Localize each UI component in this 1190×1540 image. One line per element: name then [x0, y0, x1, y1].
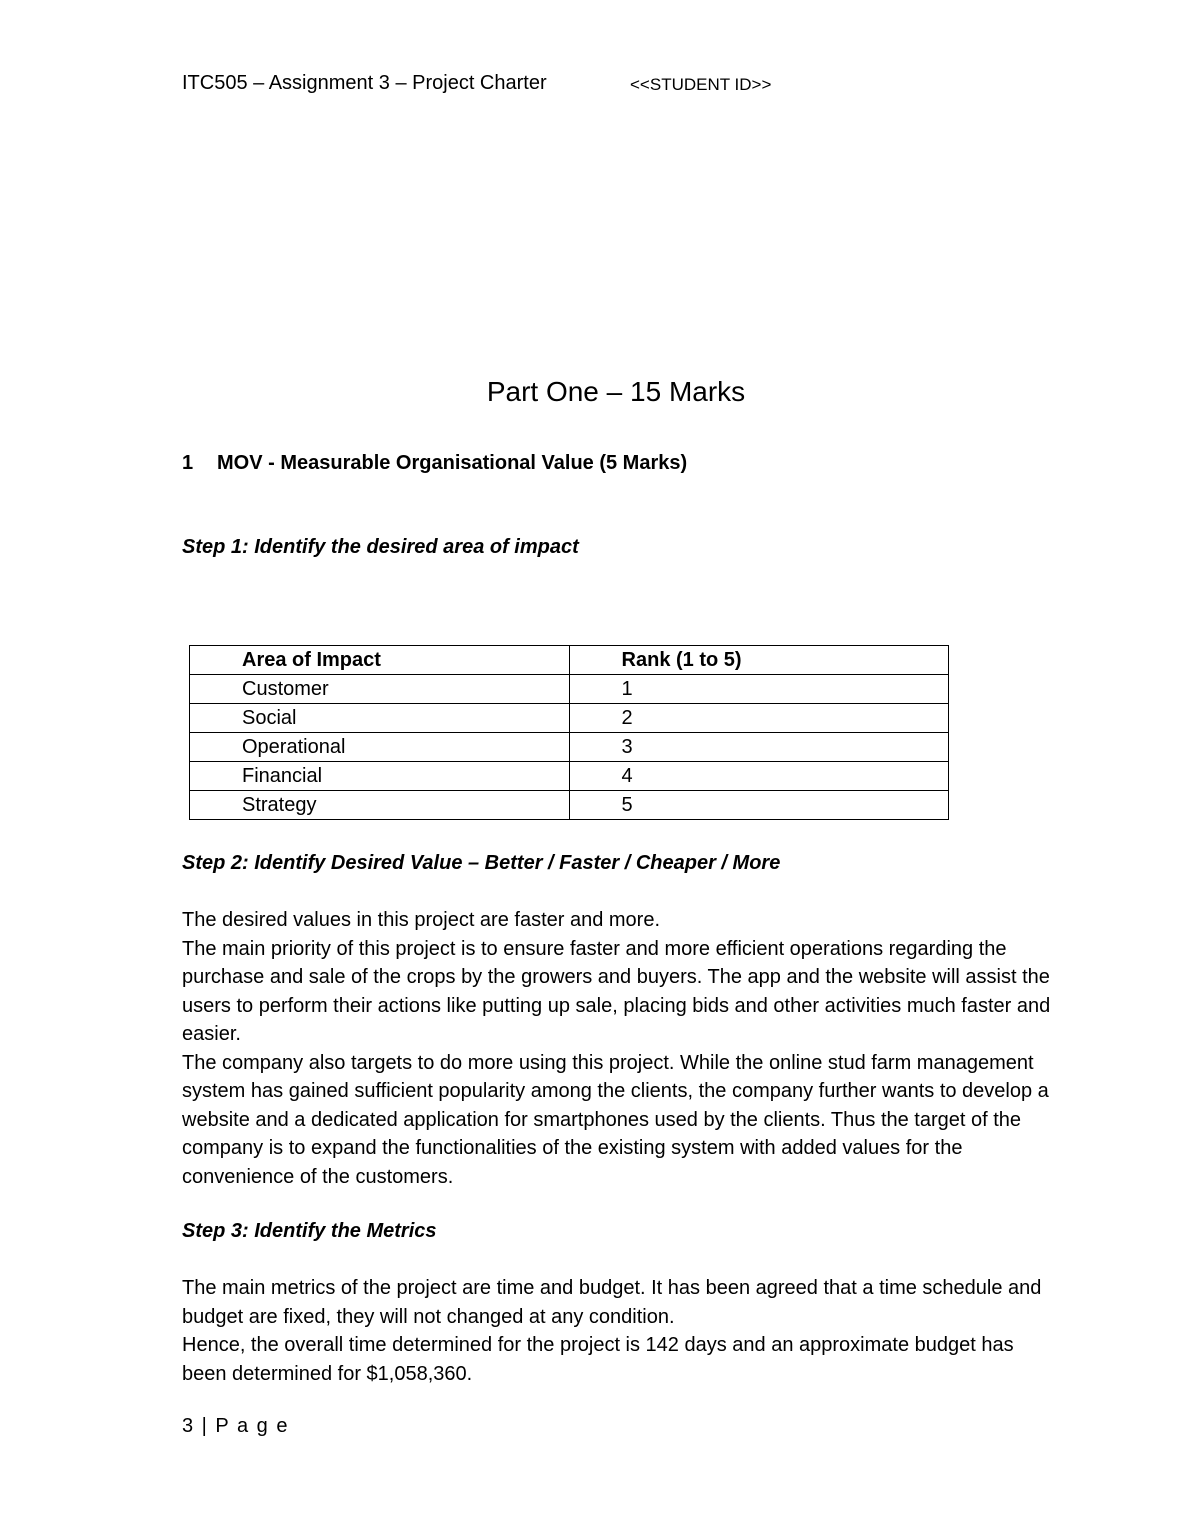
paragraph: The main metrics of the project are time and budget. It has been agreed that a time schedule and budget are fixed, they will not changed at any condition. [182, 1277, 1042, 1328]
cell-area: Strategy [190, 791, 570, 820]
impact-table [189, 645, 949, 820]
section-title: MOV - Measurable Organisational Value (5 Marks) [217, 452, 688, 474]
section-number: 1 [182, 452, 194, 474]
table-row [190, 791, 949, 820]
section-heading [182, 452, 687, 475]
cell-area: Operational [190, 733, 570, 762]
cell-rank: 2 [569, 704, 948, 733]
header-title: ITC505 – Assignment 3 – Project Charter [182, 72, 547, 94]
page-header [182, 72, 772, 95]
cell-rank: 4 [569, 762, 948, 791]
step2-heading: Step 2: Identify Desired Value – Better / Faster / Cheaper / More [182, 852, 781, 874]
cell-rank: 5 [569, 791, 948, 820]
paragraph: Hence, the overall time determined for the project is 142 days and an approximate budget has been determined for $1,058,360. [182, 1334, 1014, 1385]
cell-area: Financial [190, 762, 570, 791]
cell-area: Customer [190, 675, 570, 704]
step2-body [182, 906, 1062, 1191]
table-row [190, 704, 949, 733]
paragraph: The company also targets to do more using this project. While the online stud farm management system has gained sufficient popularity among the clients, the company further wants to develop a website and a dedicated application for smartphones used by the clients. Thus the target of the company is to expand the functionalities of the existing system with added values for the convenience of the customers. [182, 1051, 1049, 1188]
cell-area: Social [190, 704, 570, 733]
column-header-area: Area of Impact [190, 646, 570, 675]
step3-body [182, 1274, 1062, 1388]
paragraph: The desired values in this project are faster and more. [182, 909, 661, 931]
header-student-id: <<STUDENT ID>> [630, 75, 772, 94]
part-title: Part One – 15 Marks [486, 376, 746, 407]
paragraph: The main priority of this project is to ensure faster and more efficient operations regarding the purchase and sale of the crops by the growers and buyers. The app and the website will assist the users to perform their actions like putting up sale, placing bids and other activities much faster and easier. [182, 937, 1051, 1045]
table-header-row [190, 646, 949, 675]
table-row [190, 675, 949, 704]
cell-rank: 3 [569, 733, 948, 762]
table-row [190, 733, 949, 762]
step1-heading: Step 1: Identify the desired area of impact [182, 536, 579, 558]
page-number: 3 | P a g e [182, 1415, 289, 1437]
cell-rank: 1 [569, 675, 948, 704]
column-header-rank: Rank (1 to 5) [569, 646, 948, 675]
table-row [190, 762, 949, 791]
step3-heading: Step 3: Identify the Metrics [182, 1220, 437, 1242]
